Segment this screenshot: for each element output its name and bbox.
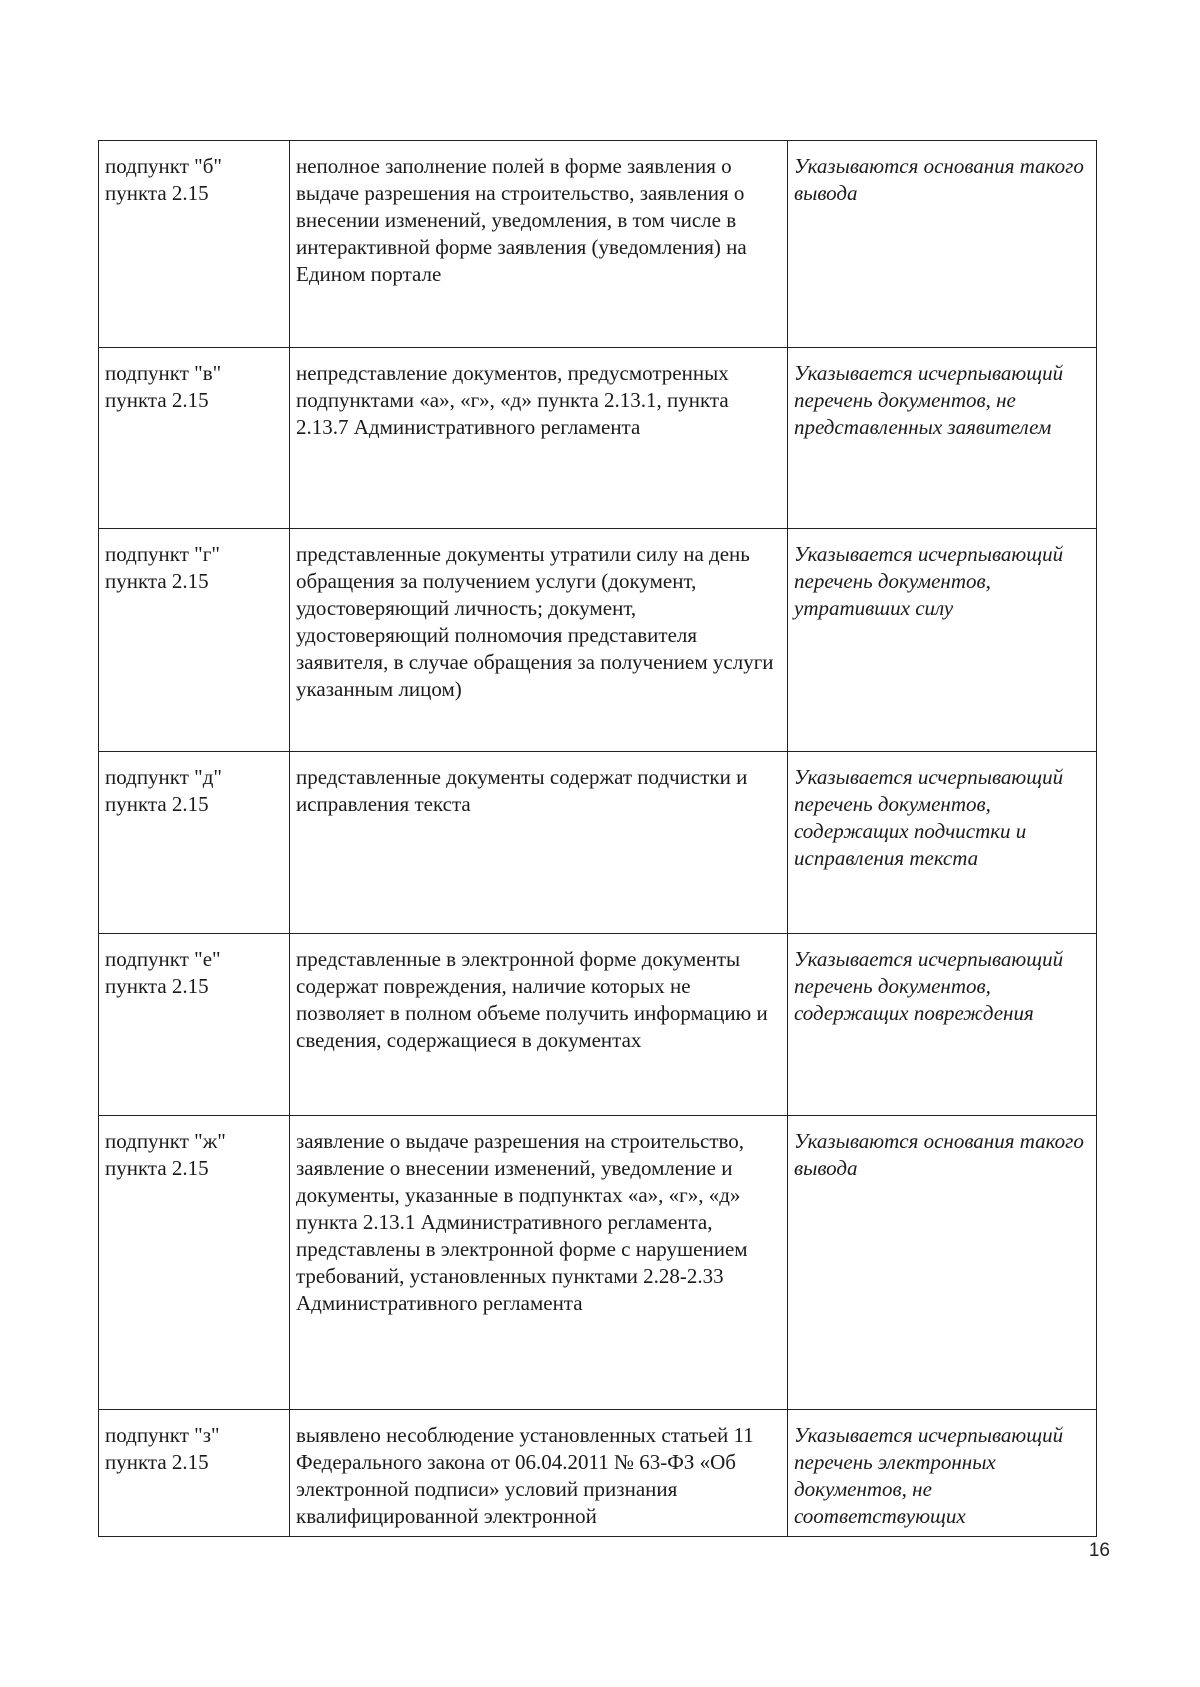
clause-reference: подпункт "в" пункта 2.15 [99,348,290,529]
table-row [99,141,1097,348]
explanation-note: Указывается исчерпывающий перечень документов, утративших силу [788,529,1097,752]
explanation-note: Указывается исчерпывающий перечень документов, содержащих подчистки и исправления текста [788,752,1097,934]
explanation-note: Указывается исчерпывающий перечень документов, не представленных заявителем [788,348,1097,529]
grounds-table [98,140,1097,1537]
page-number: 16 [1088,1540,1110,1561]
table-row [99,1410,1097,1537]
refusal-reason: заявление о выдаче разрешения на строительство, заявление о внесении изменений, уведомление и документы, указанные в подпунктах «а», «г», «д» пункта 2.13.1 Административного регламента, представлены в электронной форме с нарушением требований, установленных пунктами 2.28-2.33 Административного регламента [290,1116,788,1410]
explanation-note: Указываются основания такого вывода [788,1116,1097,1410]
refusal-reason: выявлено несоблюдение установленных статьей 11 Федерального закона от 06.04.2011 № 63-ФЗ «Об электронной подписи» условий признания квалифицированной электронной [290,1410,788,1537]
clause-reference: подпункт "е" пункта 2.15 [99,934,290,1116]
refusal-reason: представленные документы содержат подчистки и исправления текста [290,752,788,934]
refusal-reason: непредставление документов, предусмотренных подпунктами «а», «г», «д» пункта 2.13.1, пункта 2.13.7 Административного регламента [290,348,788,529]
explanation-note: Указываются основания такого вывода [788,141,1097,348]
clause-reference: подпункт "г" пункта 2.15 [99,529,290,752]
explanation-note: Указывается исчерпывающий перечень документов, содержащих повреждения [788,934,1097,1116]
clause-reference: подпункт "ж" пункта 2.15 [99,1116,290,1410]
table-row [99,348,1097,529]
clause-reference: подпункт "б" пункта 2.15 [99,141,290,348]
table-row [99,934,1097,1116]
explanation-note: Указывается исчерпывающий перечень электронных документов, не соответствующих [788,1410,1097,1537]
table-row [99,529,1097,752]
clause-reference: подпункт "з" пункта 2.15 [99,1410,290,1537]
refusal-reason: неполное заполнение полей в форме заявления о выдаче разрешения на строительство, заявления о внесении изменений, уведомления, в том числе в интерактивной форме заявления (уведомления) на Едином портале [290,141,788,348]
refusal-reason: представленные документы утратили силу на день обращения за получением услуги (документ, удостоверяющий личность; документ, удостоверяющий полномочия представителя заявителя, в случае обращения за получением услуги указанным лицом) [290,529,788,752]
table-row [99,752,1097,934]
table-row [99,1116,1097,1410]
clause-reference: подпункт "д" пункта 2.15 [99,752,290,934]
refusal-reason: представленные в электронной форме документы содержат повреждения, наличие которых не позволяет в полном объеме получить информацию и сведения, содержащиеся в документах [290,934,788,1116]
